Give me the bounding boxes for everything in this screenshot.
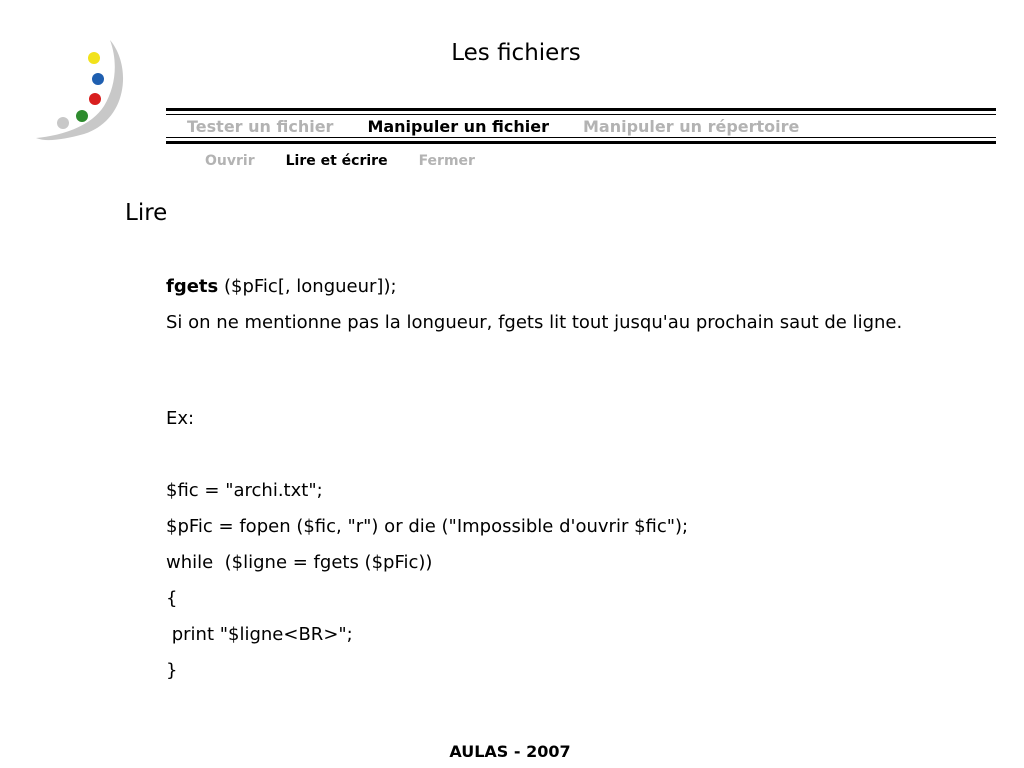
code-line: print "$ligne<BR>"; (166, 624, 353, 645)
logo-dot-red (89, 93, 101, 105)
code-line: while ($ligne = fgets ($pFic)) (166, 552, 433, 573)
tab-manipuler-un-repertoire[interactable]: Manipuler un répertoire (582, 117, 800, 136)
code-line: { (166, 588, 178, 609)
section-heading: Lire (125, 200, 168, 226)
tab-tester-un-fichier[interactable]: Tester un fichier (187, 117, 334, 136)
main-nav (166, 108, 996, 144)
syntax-line (166, 276, 397, 297)
function-args: ($pFic[, longueur]); (218, 276, 397, 297)
description: Si on ne mentionne pas la longueur, fgets lit tout jusqu'au prochain saut de ligne. (166, 312, 903, 333)
logo-dot-blue (92, 73, 104, 85)
nav-rule-top (166, 108, 996, 111)
nav-rule-bottom-thin (166, 137, 996, 138)
function-name: fgets (166, 276, 219, 297)
logo-dot-green (76, 110, 88, 122)
nav-rule-bottom (166, 141, 996, 144)
subtab-ouvrir[interactable]: Ouvrir (205, 153, 255, 169)
code-line: $fic = "archi.txt"; (166, 480, 323, 501)
code-line: } (166, 660, 178, 681)
example-label: Ex: (166, 408, 195, 429)
logo-dot-gray (57, 117, 69, 129)
subtab-lire-et-ecrire[interactable]: Lire et écrire (285, 153, 388, 169)
tab-list (187, 117, 799, 136)
tab-manipuler-un-fichier[interactable]: Manipuler un fichier (367, 117, 549, 136)
subtab-fermer[interactable]: Fermer (418, 153, 475, 169)
code-line: $pFic = fopen ($fic, "r") or die ("Impossible d'ouvrir $fic"); (166, 516, 689, 537)
footer: AULAS - 2007 (449, 742, 571, 761)
nav-rule-top-thin (166, 114, 996, 115)
page-title: Les fichiers (451, 40, 581, 66)
subtab-list (205, 153, 475, 169)
